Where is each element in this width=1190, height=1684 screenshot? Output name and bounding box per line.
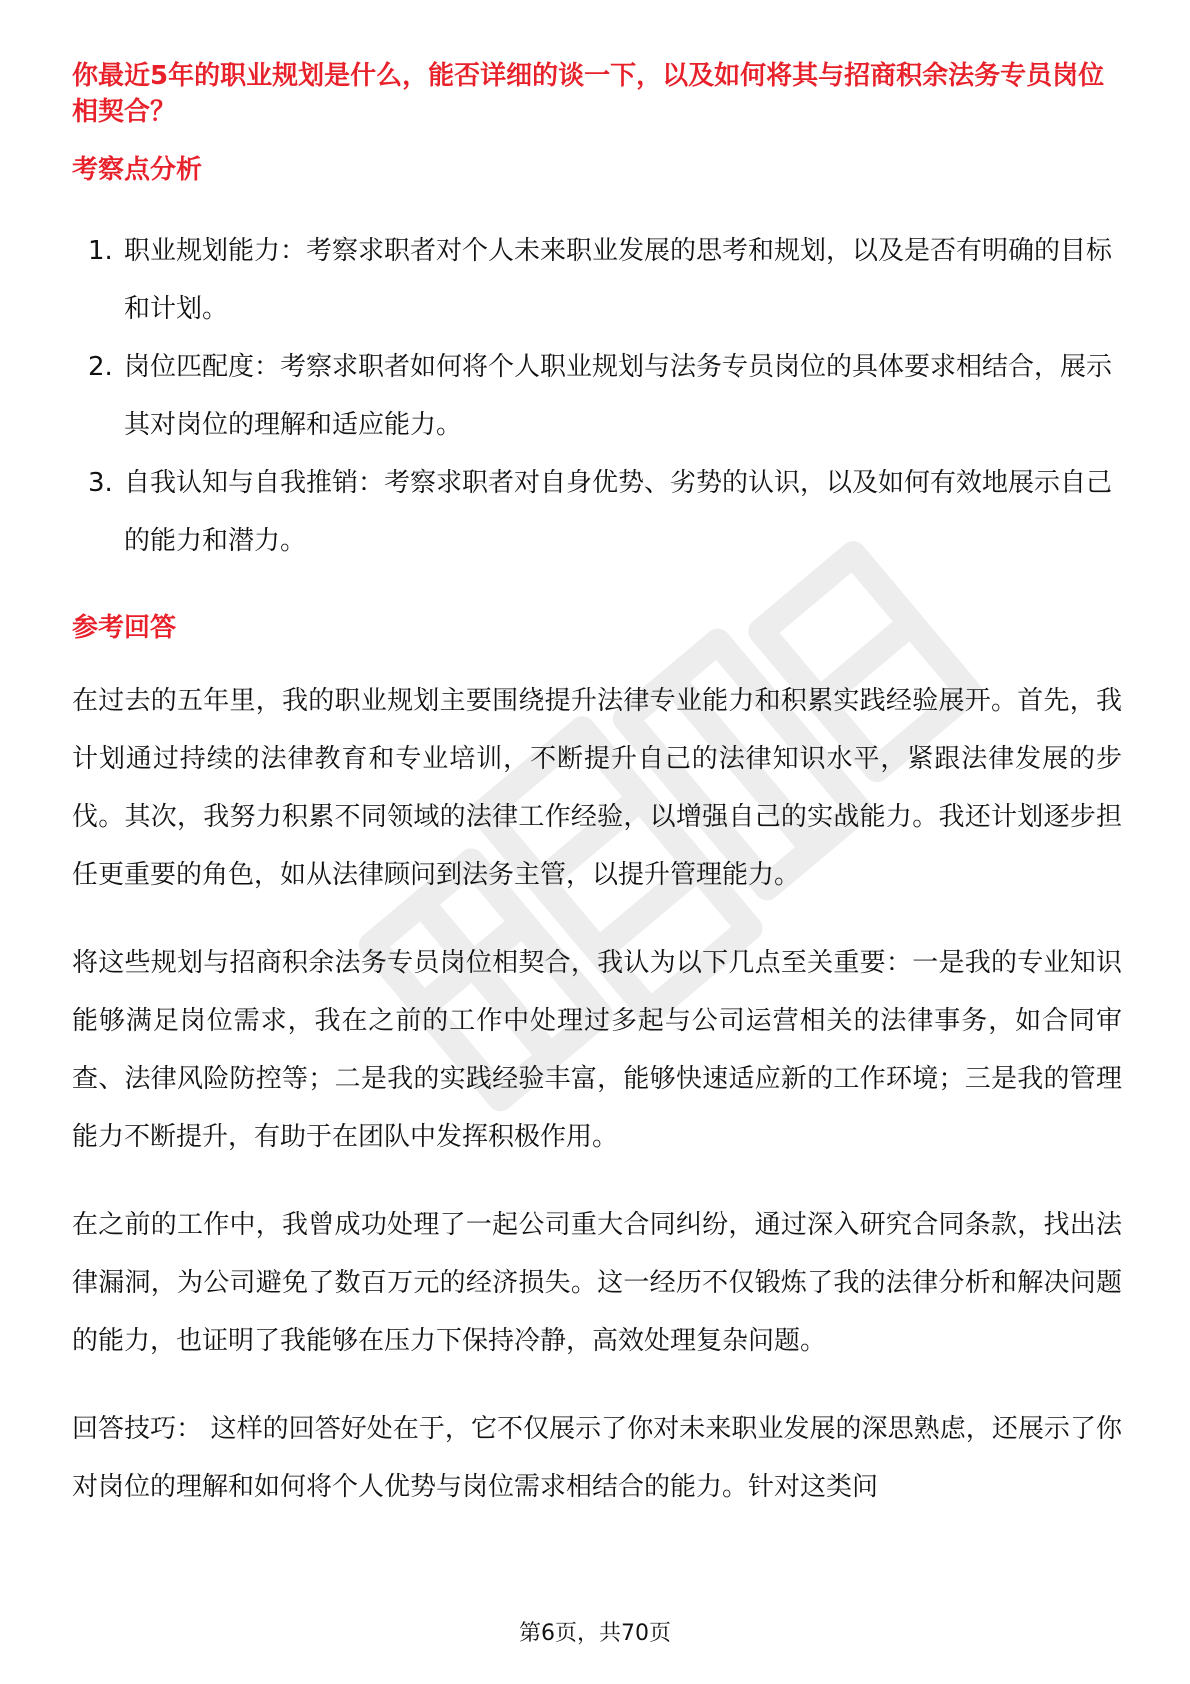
list-item	[72, 222, 1122, 338]
page-number: 第6页，共70页	[519, 1621, 671, 1646]
tips-paragraph: 回答技巧： 这样的回答好处在于，它不仅展示了你对未来职业发展的深思熟虑，还展示了你对岗位的理解和如何将个人优势与岗位需求相结合的能力。针对这类问	[72, 1414, 1122, 1502]
question-heading: 你最近5年的职业规划是什么，能否详细的谈一下，以及如何将其与招商积余法务专员岗位相契合？	[72, 61, 1105, 127]
page-content	[72, 58, 1122, 1516]
answer-paragraph: 在过去的五年里，我的职业规划主要围绕提升法律专业能力和积累实践经验展开。首先，我计划通过持续的法律教育和专业培训，不断提升自己的法律知识水平，紧跟法律发展的步伐。其次，我努力积累不同领域的法律工作经验，以增强自己的实战能力。我还计划逐步担任更重要的角色，如从法律顾问到法务主管，以提升管理能力。	[72, 686, 1122, 890]
list-item-number: 2.	[88, 352, 113, 382]
list-item-number: 1.	[88, 236, 113, 266]
section-title-answer: 参考回答	[72, 613, 177, 643]
list-item	[72, 454, 1122, 570]
answer-paragraph: 在之前的工作中，我曾成功处理了一起公司重大合同纠纷，通过深入研究合同条款，找出法律漏洞，为公司避免了数百万元的经济损失。这一经历不仅锻炼了我的法律分析和解决问题的能力，也证明了我能够在压力下保持冷静，高效处理复杂问题。	[72, 1210, 1122, 1356]
list-item-text: 职业规划能力：考察求职者对个人未来职业发展的思考和规划，以及是否有明确的目标和计划。	[124, 236, 1113, 324]
section-title-analysis: 考察点分析	[72, 155, 203, 185]
answer-paragraph: 将这些规划与招商积余法务专员岗位相契合，我认为以下几点至关重要：一是我的专业知识能够满足岗位需求，我在之前的工作中处理过多起与公司运营相关的法律事务，如合同审查、法律风险防控等；二是我的实践经验丰富，能够快速适应新的工作环境；三是我的管理能力不断提升，有助于在团队中发挥积极作用。	[72, 948, 1122, 1152]
list-item	[72, 338, 1122, 454]
list-item-text: 自我认知与自我推销：考察求职者对自身优势、劣势的认识，以及如何有效地展示自己的能力和潜力。	[124, 468, 1113, 556]
list-item-text: 岗位匹配度：考察求职者如何将个人职业规划与法务专员岗位的具体要求相结合，展示其对岗位的理解和适应能力。	[124, 352, 1113, 440]
list-item-number: 3.	[88, 468, 113, 498]
analysis-list	[72, 222, 1122, 570]
